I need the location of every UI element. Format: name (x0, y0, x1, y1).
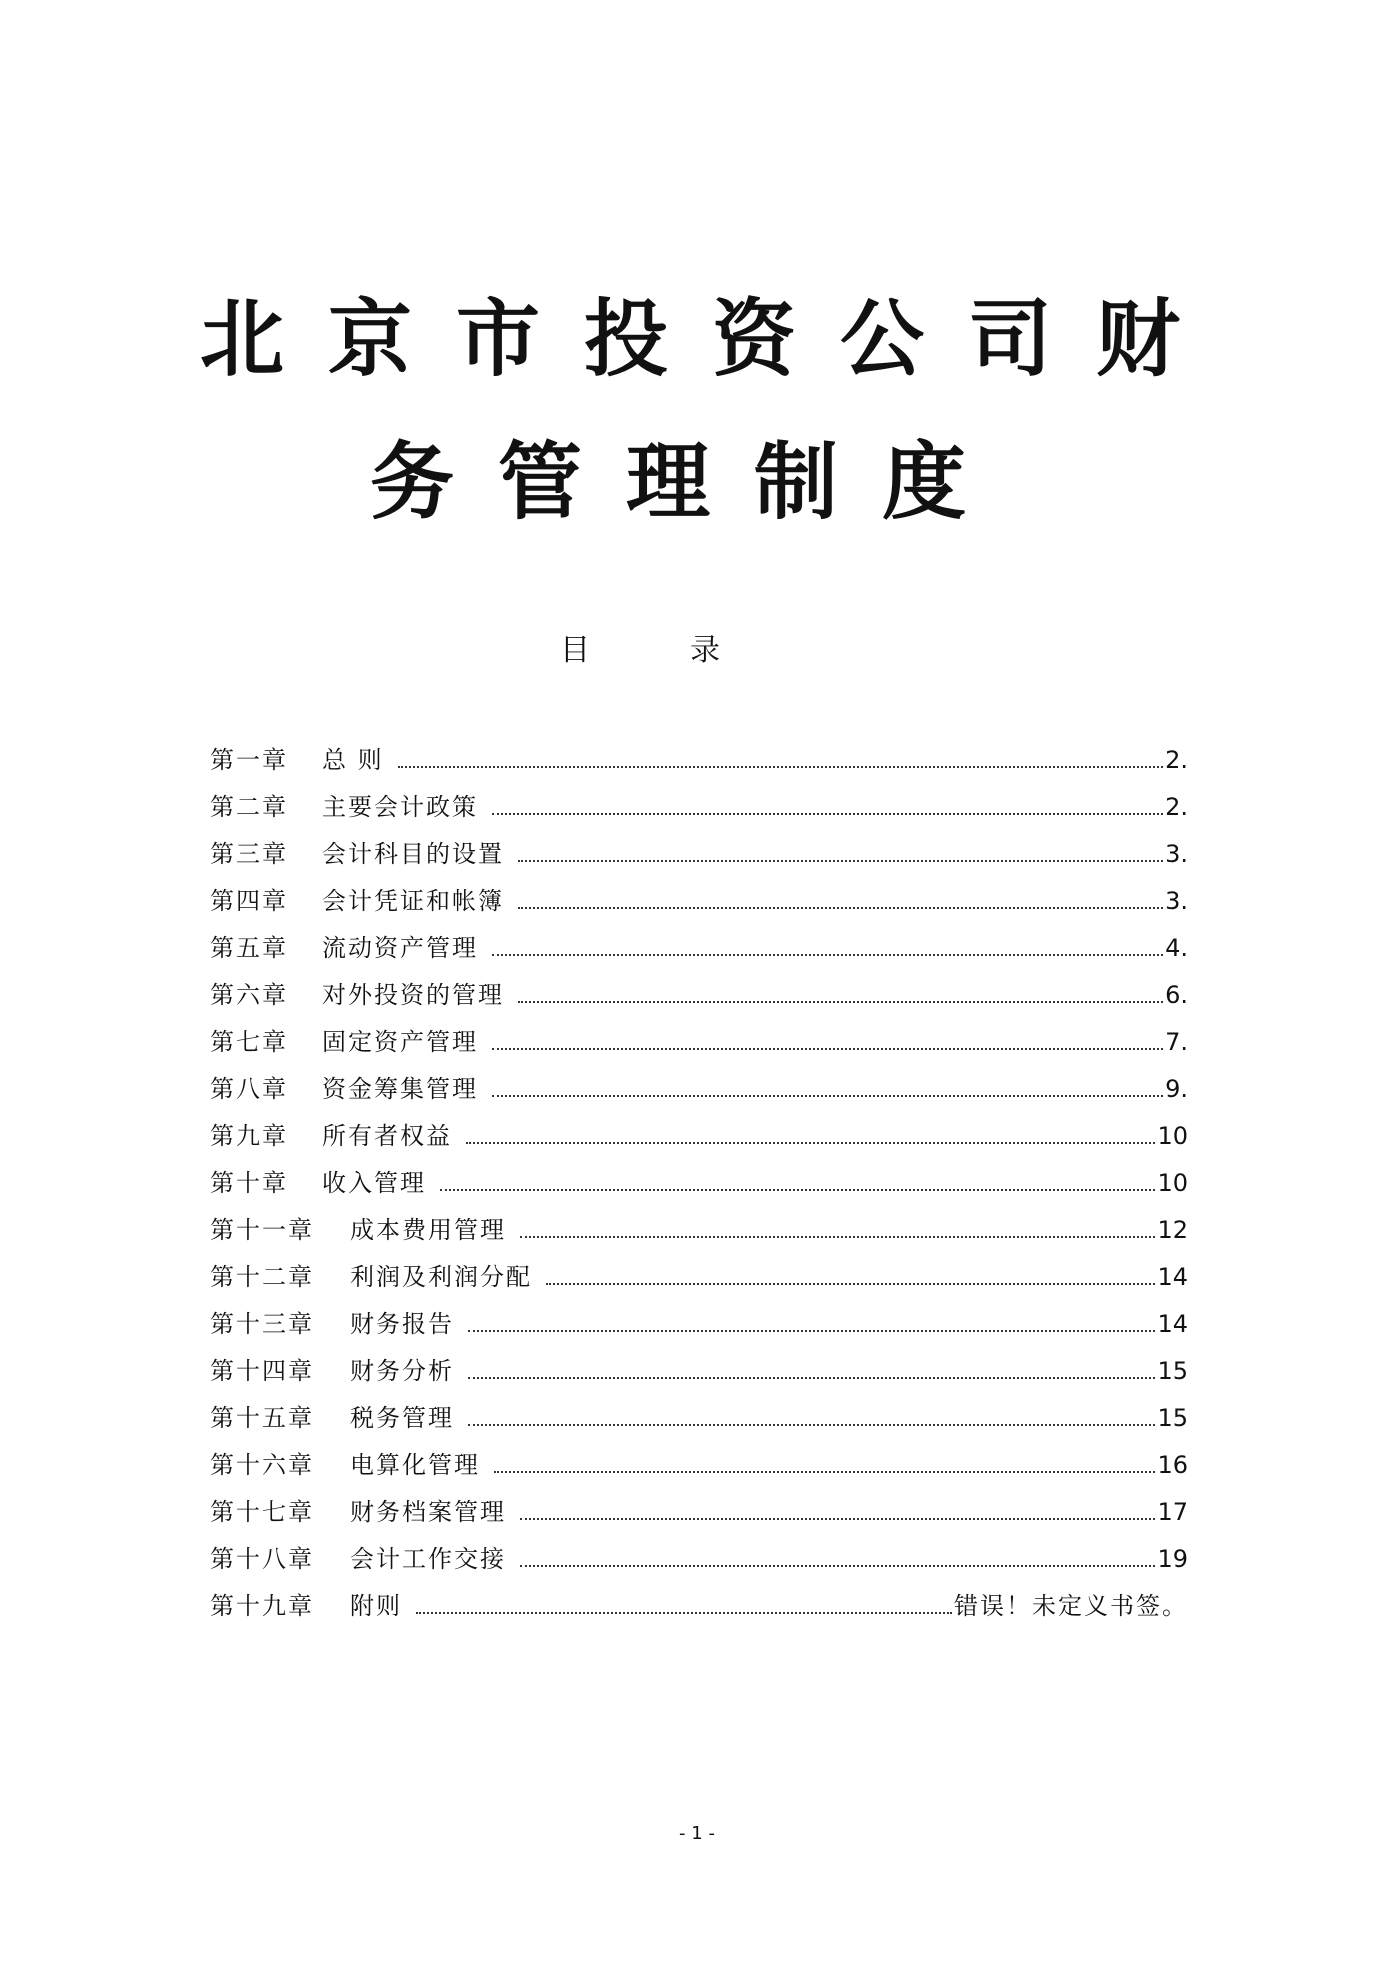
toc-chapter-title: 对外投资的管理 (322, 981, 504, 1009)
toc-chapter-title: 会计科目的设置 (322, 840, 504, 868)
toc-entry[interactable] (210, 1124, 1188, 1171)
toc-chapter-title: 财务档案管理 (350, 1498, 506, 1526)
toc-dot-leader (492, 952, 1163, 956)
toc-chapter-number: 第八章 (210, 1075, 288, 1103)
toc-chapter-number: 第十二章 (210, 1263, 314, 1291)
toc-dot-leader (466, 1140, 1155, 1144)
toc-page-number: 15 (1157, 1404, 1188, 1432)
toc-page-number: 14 (1157, 1263, 1188, 1291)
toc-entry[interactable] (210, 1218, 1188, 1265)
toc-chapter-title: 利润及利润分配 (350, 1263, 532, 1291)
toc-chapter-number: 第十九章 (210, 1592, 314, 1620)
toc-entry[interactable] (210, 1406, 1188, 1453)
toc-page-number: 19 (1157, 1545, 1188, 1573)
toc-chapter-number: 第四章 (210, 887, 288, 915)
toc-chapter-title: 收入管理 (322, 1169, 426, 1197)
toc-page-number: 3. (1165, 887, 1188, 915)
toc-page-number: 14 (1157, 1310, 1188, 1338)
toc-page-number: 12 (1157, 1216, 1188, 1244)
table-of-contents (210, 748, 1188, 1641)
toc-page-number: 2. (1165, 793, 1188, 821)
toc-dot-leader (518, 999, 1163, 1003)
toc-page-number: 16 (1157, 1451, 1188, 1479)
toc-dot-leader (416, 1610, 952, 1614)
toc-page-number: 错误！未定义书签。 (954, 1592, 1188, 1620)
toc-chapter-title: 固定资产管理 (322, 1028, 478, 1056)
toc-chapter-number: 第十四章 (210, 1357, 314, 1385)
toc-chapter-title: 总 则 (322, 746, 384, 774)
toc-chapter-number: 第十章 (210, 1169, 288, 1197)
toc-chapter-title: 财务分析 (350, 1357, 454, 1385)
toc-dot-leader (468, 1328, 1155, 1332)
toc-chapter-number: 第十八章 (210, 1545, 314, 1573)
toc-page-number: 7. (1165, 1028, 1188, 1056)
toc-entry[interactable] (210, 1171, 1188, 1218)
toc-entry[interactable] (210, 936, 1188, 983)
toc-dot-leader (492, 1046, 1163, 1050)
toc-entry[interactable] (210, 1030, 1188, 1077)
toc-page-number: 2. (1165, 746, 1188, 774)
toc-dot-leader (520, 1234, 1155, 1238)
page-number: - 1 - (679, 1823, 715, 1844)
toc-entry[interactable] (210, 1359, 1188, 1406)
toc-chapter-title: 成本费用管理 (350, 1216, 506, 1244)
toc-dot-leader (518, 905, 1163, 909)
toc-page-number: 15 (1157, 1357, 1188, 1385)
toc-page-number: 4. (1165, 934, 1188, 962)
toc-dot-leader (518, 858, 1163, 862)
document-title-line-1: 北京市投资公司财 (200, 290, 1225, 388)
toc-dot-leader (546, 1281, 1155, 1285)
toc-dot-leader (494, 1469, 1155, 1473)
toc-chapter-number: 第一章 (210, 746, 288, 774)
toc-page-number: 17 (1157, 1498, 1188, 1526)
toc-chapter-title: 税务管理 (350, 1404, 454, 1432)
toc-entry[interactable] (210, 1500, 1188, 1547)
toc-page-number: 3. (1165, 840, 1188, 868)
toc-page-number: 10 (1157, 1122, 1188, 1150)
toc-chapter-number: 第二章 (210, 793, 288, 821)
toc-dot-leader (398, 764, 1163, 768)
toc-dot-leader (492, 811, 1163, 815)
toc-chapter-number: 第十七章 (210, 1498, 314, 1526)
toc-page-number: 6. (1165, 981, 1188, 1009)
toc-entry[interactable] (210, 889, 1188, 936)
toc-chapter-number: 第三章 (210, 840, 288, 868)
toc-page-number: 10 (1157, 1169, 1188, 1197)
toc-entry[interactable] (210, 842, 1188, 889)
toc-entry[interactable] (210, 1453, 1188, 1500)
toc-chapter-title: 电算化管理 (350, 1451, 480, 1479)
toc-entry[interactable] (210, 1312, 1188, 1359)
toc-chapter-number: 第十三章 (210, 1310, 314, 1338)
toc-chapter-title: 流动资产管理 (322, 934, 478, 962)
toc-entry[interactable] (210, 1547, 1188, 1594)
toc-chapter-number: 第五章 (210, 934, 288, 962)
document-title-line-2: 务管理制度 (369, 433, 1010, 531)
toc-dot-leader (492, 1093, 1163, 1097)
toc-chapter-title: 所有者权益 (322, 1122, 452, 1150)
toc-chapter-title: 会计工作交接 (350, 1545, 506, 1573)
toc-chapter-number: 第六章 (210, 981, 288, 1009)
toc-dot-leader (520, 1563, 1155, 1567)
toc-entry[interactable] (210, 983, 1188, 1030)
toc-dot-leader (520, 1516, 1155, 1520)
toc-chapter-title: 主要会计政策 (322, 793, 478, 821)
toc-dot-leader (468, 1422, 1155, 1426)
toc-chapter-number: 第九章 (210, 1122, 288, 1150)
toc-page-number: 9. (1165, 1075, 1188, 1103)
toc-dot-leader (440, 1187, 1155, 1191)
toc-entry[interactable] (210, 795, 1188, 842)
toc-chapter-number: 第七章 (210, 1028, 288, 1056)
toc-chapter-title: 附则 (350, 1592, 402, 1620)
toc-entry[interactable] (210, 1594, 1188, 1641)
toc-heading: 目录 (560, 633, 820, 668)
toc-chapter-title: 财务报告 (350, 1310, 454, 1338)
toc-entry[interactable] (210, 1265, 1188, 1312)
toc-dot-leader (468, 1375, 1155, 1379)
toc-chapter-title: 会计凭证和帐簿 (322, 887, 504, 915)
toc-entry[interactable] (210, 748, 1188, 795)
toc-chapter-title: 资金筹集管理 (322, 1075, 478, 1103)
toc-chapter-number: 第十五章 (210, 1404, 314, 1432)
toc-chapter-number: 第十一章 (210, 1216, 314, 1244)
toc-chapter-number: 第十六章 (210, 1451, 314, 1479)
toc-entry[interactable] (210, 1077, 1188, 1124)
